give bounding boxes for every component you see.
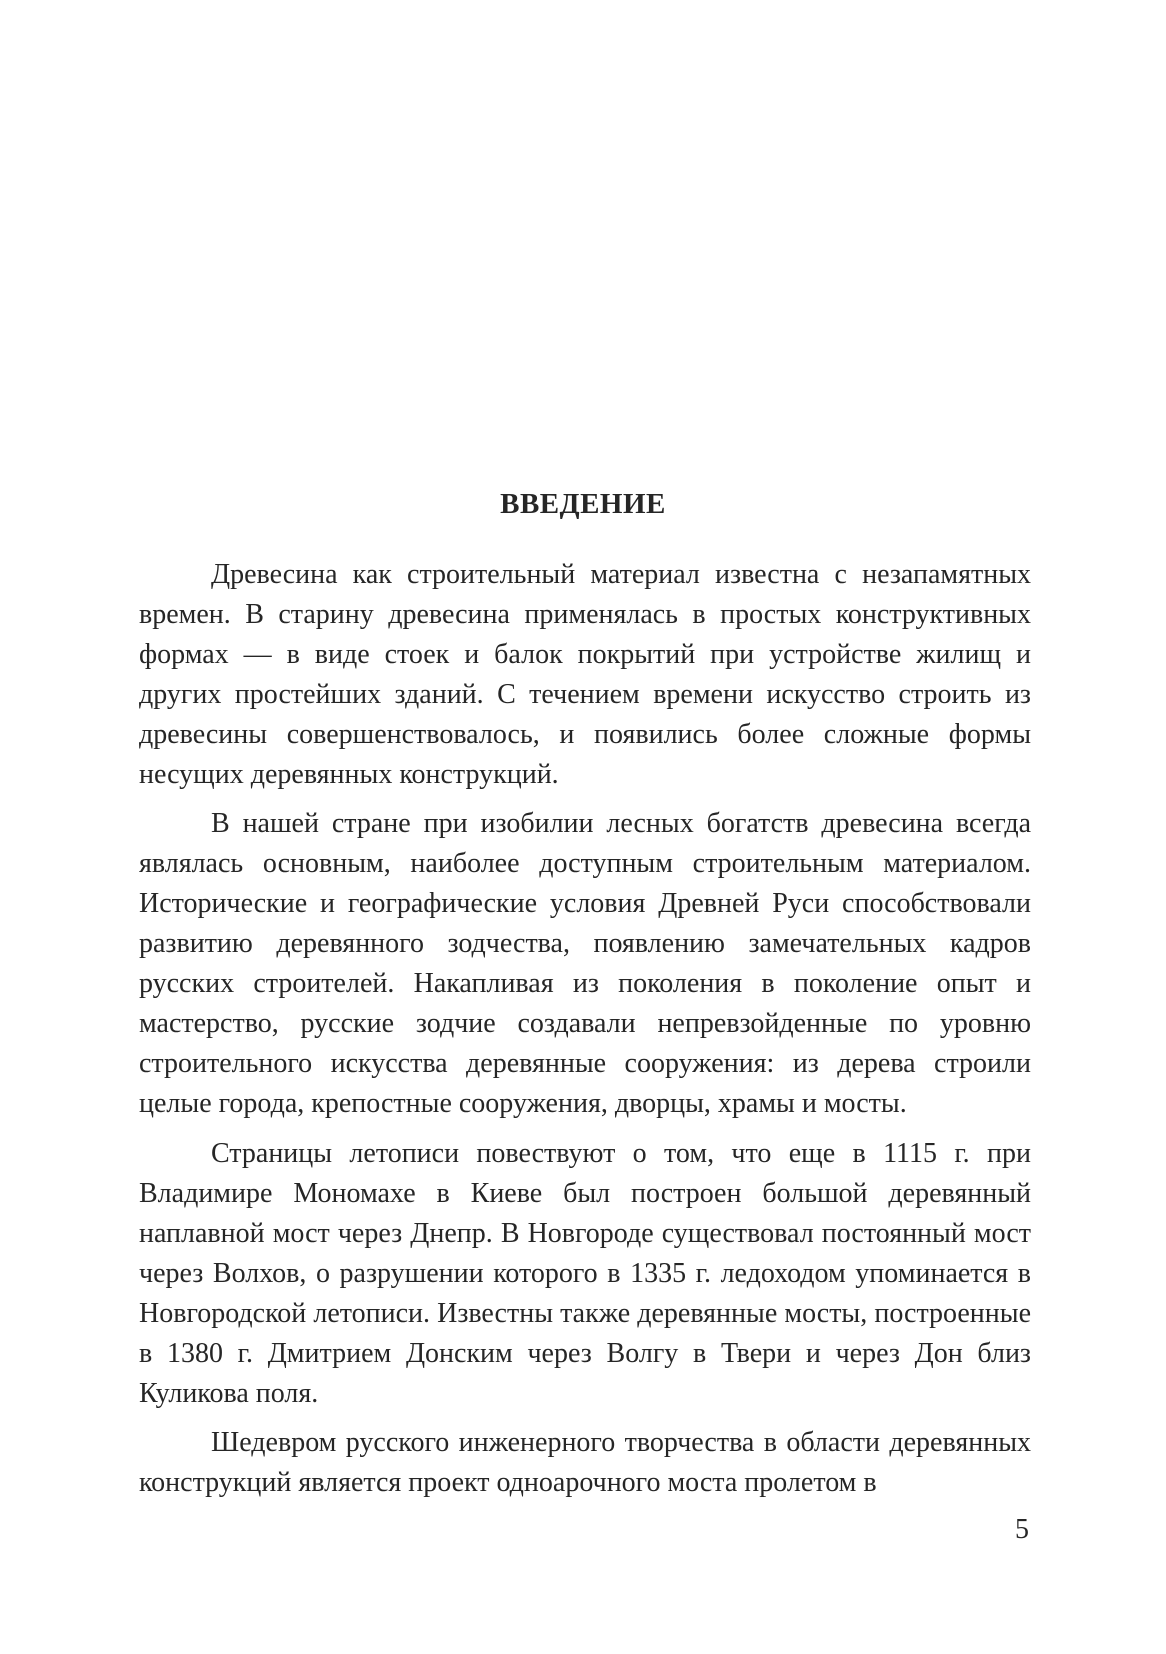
paragraph-1: Древесина как строительный материал известна с незапамятных времен. В старину древесина применялась в простых конструктивных формах — в виде стоек и балок покрытий при устройстве жилищ и других простейших зданий. С течением времени искусство строить из древесины совершенствовалось, и появились более сложные формы несущих деревянных конструкций. <box>139 559 1031 790</box>
paragraph-4: Шедевром русского инженерного творчества в области деревянных конструкций является проект одноарочного моста пролетом в <box>139 1427 1031 1498</box>
page-title: ВВЕДЕНИЕ <box>500 488 666 520</box>
body-text <box>139 555 1031 1512</box>
paragraph-3: Страницы летописи повествуют о том, что еще в 1115 г. при Владимире Мономахе в Киеве был построен большой деревянный наплавной мост через Днепр. В Новгороде существовал постоянный мост через Волхов, о разрушении которого в 1335 г. ледоходом упоминается в Новгородской летописи. Известны также деревянные мосты, построенные в 1380 г. Дмитрием Донским через Волгу в Твери и через Дон близ Куликова поля. <box>139 1138 1031 1409</box>
page-number: 5 <box>1015 1514 1029 1545</box>
paragraph-2: В нашей стране при изобилии лесных богатств древесина всегда являлась основным, наиболее доступным строительным материалом. Исторические и географические условия Древней Руси способствовали развитию деревянного зодчества, появлению замечательных кадров русских строителей. Накапливая из поколения в поколение опыт и мастерство, русские зодчие создавали непревзойденные по уровню строительного искусства деревянные сооружения: из дерева строили целые города, крепостные сооружения, дворцы, храмы и мосты. <box>139 808 1031 1119</box>
